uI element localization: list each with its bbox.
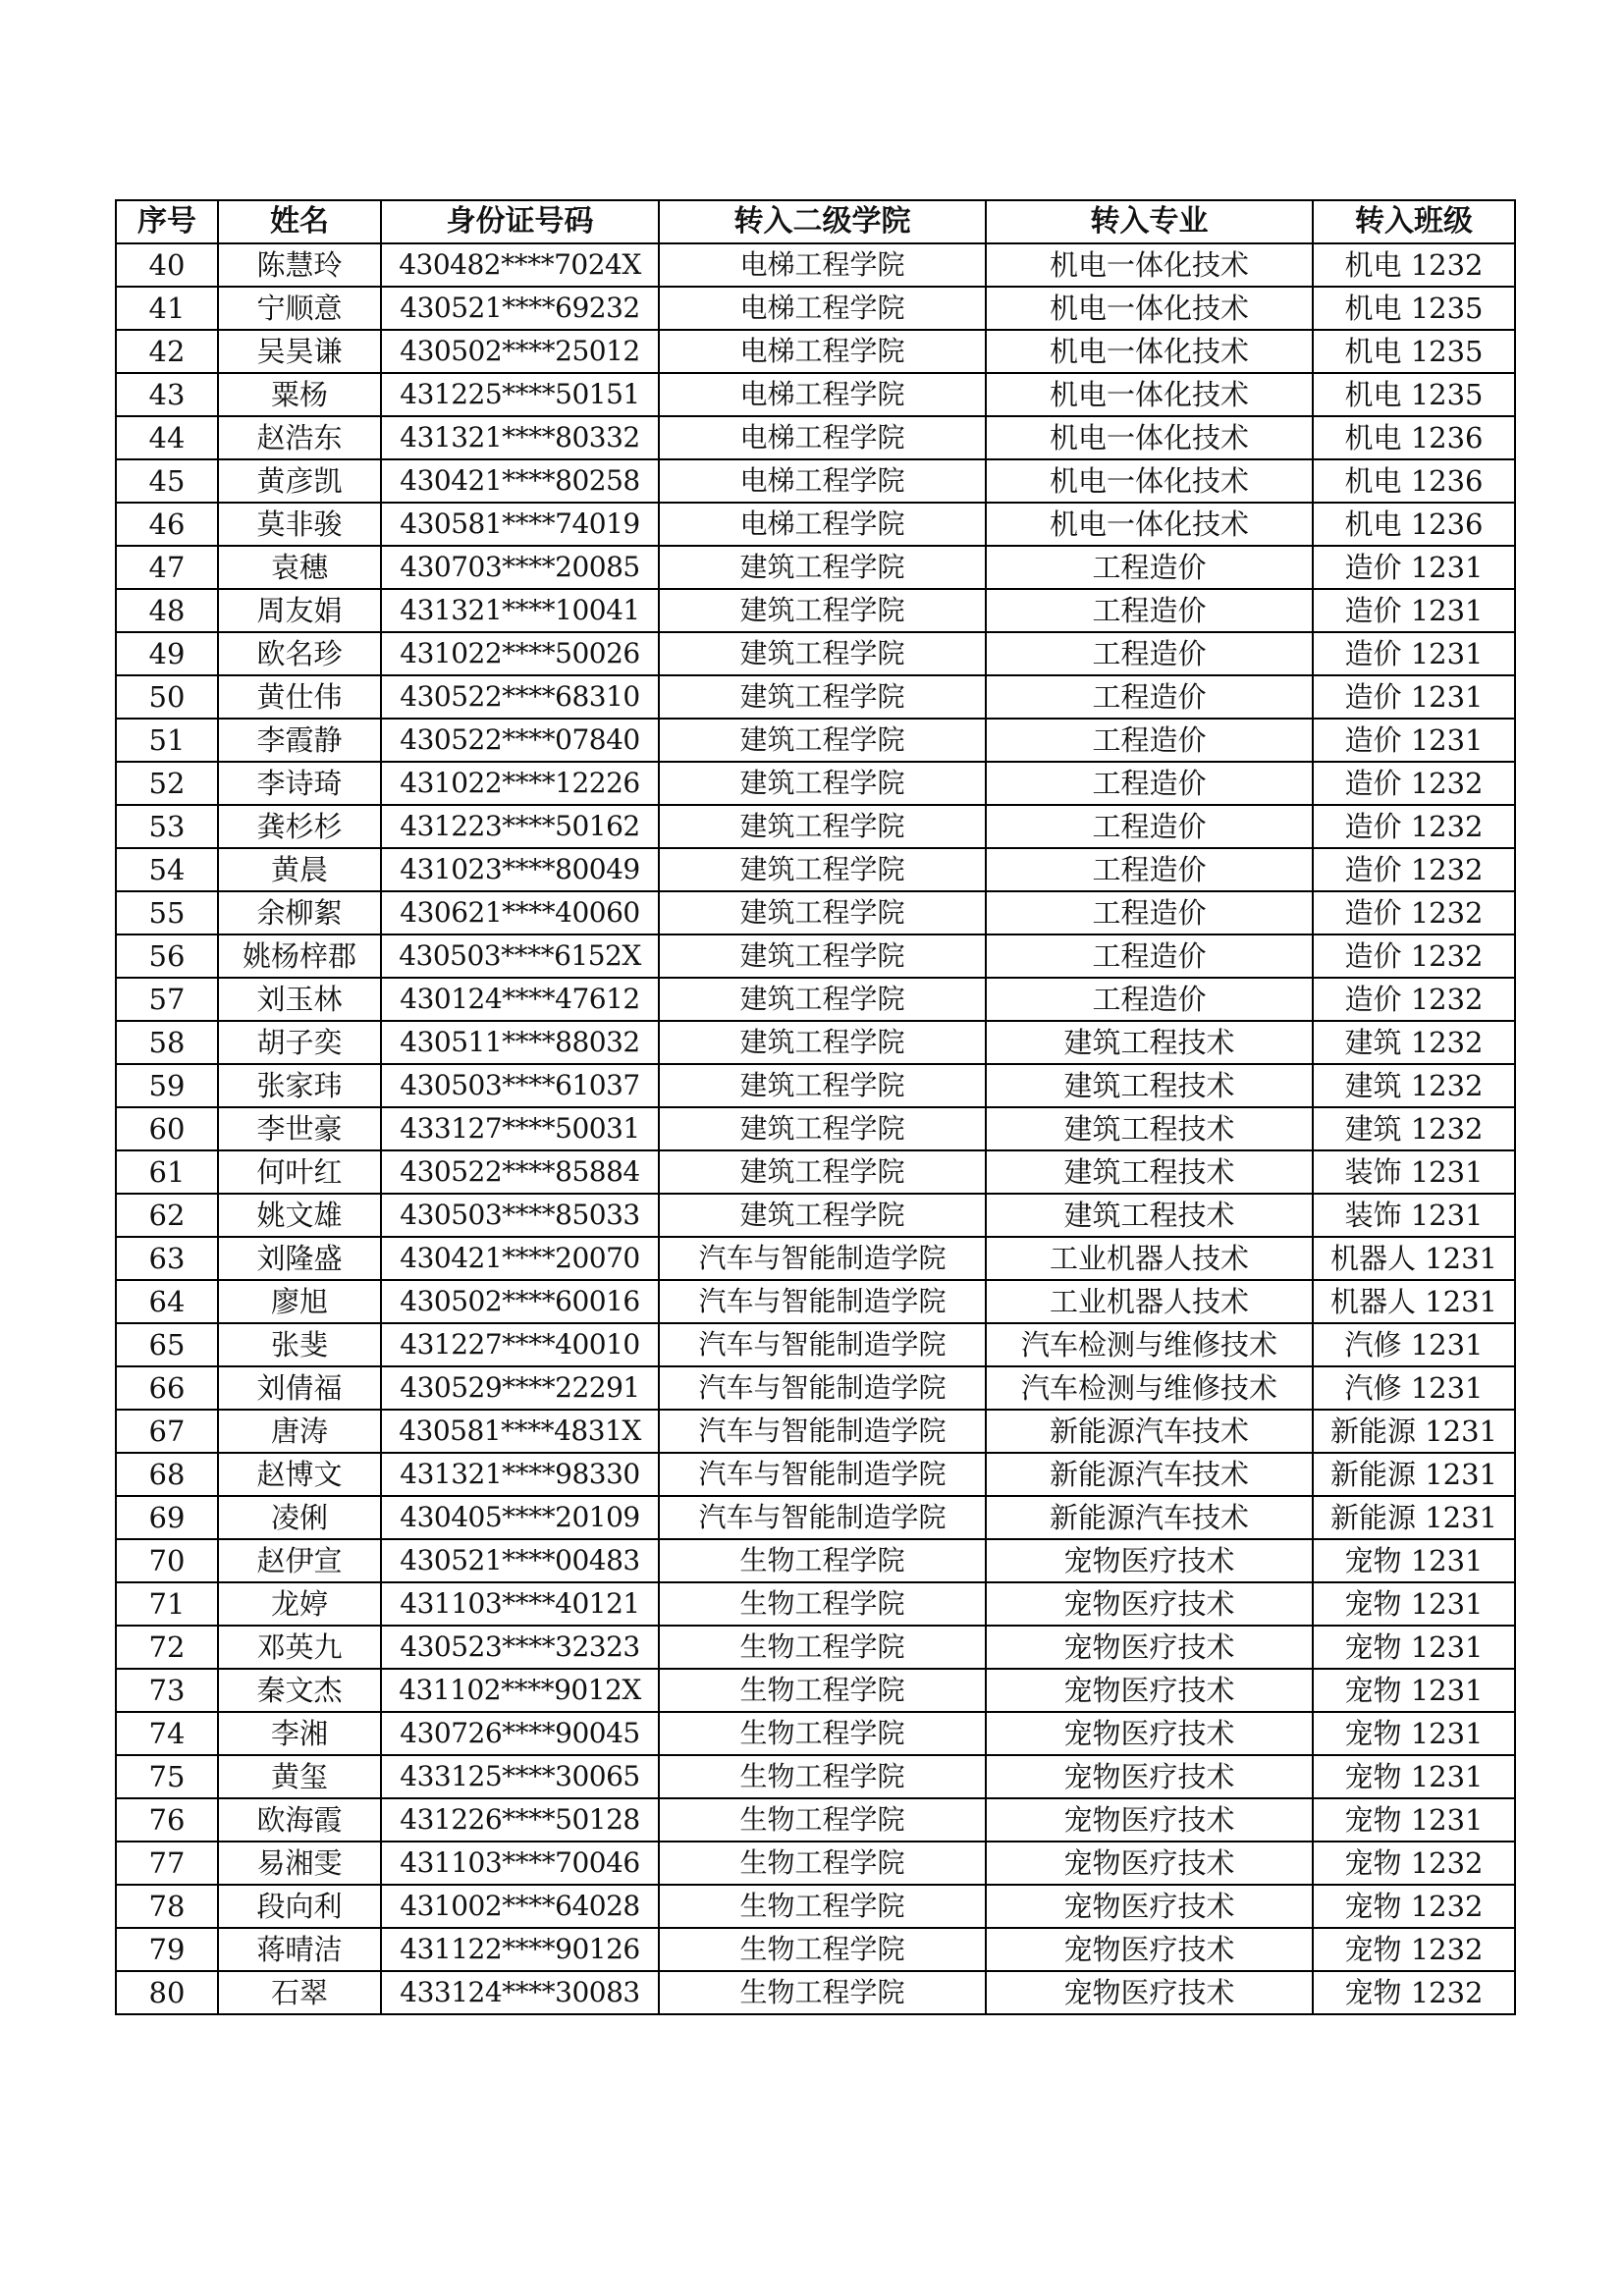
cell-class: 造价 1232	[1313, 934, 1515, 978]
cell-college: 生物工程学院	[659, 1885, 986, 1928]
cell-college: 生物工程学院	[659, 1842, 986, 1885]
cell-index: 49	[116, 632, 218, 675]
table-row	[116, 1496, 1515, 1539]
cell-name: 龚杉杉	[218, 805, 381, 848]
cell-id-number: 431022****12226	[381, 762, 659, 805]
cell-name: 袁穗	[218, 546, 381, 589]
table-row	[116, 287, 1515, 330]
cell-class: 新能源 1231	[1313, 1453, 1515, 1496]
cell-major: 机电一体化技术	[986, 416, 1313, 459]
cell-college: 建筑工程学院	[659, 1064, 986, 1107]
cell-id-number: 430726****90045	[381, 1712, 659, 1755]
cell-id-number: 433127****50031	[381, 1107, 659, 1150]
table-row	[116, 934, 1515, 978]
cell-index: 50	[116, 675, 218, 719]
cell-name: 易湘雯	[218, 1842, 381, 1885]
table-row	[116, 891, 1515, 934]
cell-college: 建筑工程学院	[659, 1107, 986, 1150]
cell-major: 机电一体化技术	[986, 373, 1313, 416]
cell-id-number: 430482****7024X	[381, 243, 659, 287]
cell-class: 造价 1232	[1313, 891, 1515, 934]
cell-name: 欧名珍	[218, 632, 381, 675]
cell-name: 邓英九	[218, 1626, 381, 1669]
cell-college: 建筑工程学院	[659, 589, 986, 632]
cell-name: 李湘	[218, 1712, 381, 1755]
cell-college: 电梯工程学院	[659, 330, 986, 373]
cell-name: 赵博文	[218, 1453, 381, 1496]
cell-name: 胡子奕	[218, 1021, 381, 1064]
cell-class: 宠物 1231	[1313, 1798, 1515, 1842]
cell-major: 工业机器人技术	[986, 1280, 1313, 1323]
cell-college: 建筑工程学院	[659, 978, 986, 1021]
cell-college: 建筑工程学院	[659, 805, 986, 848]
cell-id-number: 431002****64028	[381, 1885, 659, 1928]
cell-name: 姚文雄	[218, 1194, 381, 1237]
cell-college: 生物工程学院	[659, 1755, 986, 1798]
cell-id-number: 430421****20070	[381, 1237, 659, 1280]
cell-name: 段向利	[218, 1885, 381, 1928]
transfer-student-table	[115, 199, 1516, 2015]
cell-index: 64	[116, 1280, 218, 1323]
cell-college: 建筑工程学院	[659, 891, 986, 934]
cell-id-number: 430405****20109	[381, 1496, 659, 1539]
cell-class: 宠物 1232	[1313, 1885, 1515, 1928]
cell-college: 生物工程学院	[659, 1971, 986, 2014]
cell-name: 李世豪	[218, 1107, 381, 1150]
table-row	[116, 1928, 1515, 1971]
cell-id-number: 431225****50151	[381, 373, 659, 416]
cell-major: 建筑工程技术	[986, 1194, 1313, 1237]
cell-major: 工程造价	[986, 978, 1313, 1021]
cell-name: 李诗琦	[218, 762, 381, 805]
cell-major: 工程造价	[986, 719, 1313, 762]
cell-major: 宠物医疗技术	[986, 1842, 1313, 1885]
cell-name: 宁顺意	[218, 287, 381, 330]
cell-id-number: 431321****80332	[381, 416, 659, 459]
cell-name: 廖旭	[218, 1280, 381, 1323]
cell-id-number: 431023****80049	[381, 848, 659, 891]
cell-major: 工业机器人技术	[986, 1237, 1313, 1280]
cell-index: 66	[116, 1366, 218, 1410]
cell-class: 造价 1232	[1313, 848, 1515, 891]
cell-major: 机电一体化技术	[986, 503, 1313, 546]
table-body	[116, 243, 1515, 2014]
cell-major: 机电一体化技术	[986, 330, 1313, 373]
cell-college: 汽车与智能制造学院	[659, 1453, 986, 1496]
cell-name: 张斐	[218, 1323, 381, 1366]
cell-id-number: 430522****85884	[381, 1150, 659, 1194]
cell-name: 刘倩福	[218, 1366, 381, 1410]
cell-class: 机器人 1231	[1313, 1237, 1515, 1280]
cell-name: 石翠	[218, 1971, 381, 2014]
cell-name: 黄彦凯	[218, 459, 381, 503]
cell-major: 新能源汽车技术	[986, 1410, 1313, 1453]
table-row	[116, 1194, 1515, 1237]
cell-major: 宠物医疗技术	[986, 1798, 1313, 1842]
table-row	[116, 503, 1515, 546]
cell-name: 余柳絮	[218, 891, 381, 934]
cell-major: 宠物医疗技术	[986, 1669, 1313, 1712]
cell-name: 刘玉林	[218, 978, 381, 1021]
cell-name: 粟杨	[218, 373, 381, 416]
cell-class: 机电 1236	[1313, 459, 1515, 503]
cell-class: 宠物 1231	[1313, 1582, 1515, 1626]
cell-college: 汽车与智能制造学院	[659, 1496, 986, 1539]
table-row	[116, 675, 1515, 719]
cell-id-number: 431103****70046	[381, 1842, 659, 1885]
header-major: 转入专业	[986, 200, 1313, 243]
cell-name: 黄仕伟	[218, 675, 381, 719]
cell-college: 生物工程学院	[659, 1712, 986, 1755]
cell-class: 造价 1231	[1313, 632, 1515, 675]
cell-id-number: 430581****74019	[381, 503, 659, 546]
cell-major: 宠物医疗技术	[986, 1582, 1313, 1626]
cell-index: 70	[116, 1539, 218, 1582]
cell-id-number: 431022****50026	[381, 632, 659, 675]
cell-major: 机电一体化技术	[986, 459, 1313, 503]
cell-college: 建筑工程学院	[659, 1021, 986, 1064]
cell-college: 建筑工程学院	[659, 848, 986, 891]
table-row	[116, 1712, 1515, 1755]
table-row	[116, 1323, 1515, 1366]
cell-name: 赵伊宣	[218, 1539, 381, 1582]
cell-id-number: 430522****07840	[381, 719, 659, 762]
cell-id-number: 431122****90126	[381, 1928, 659, 1971]
cell-index: 46	[116, 503, 218, 546]
cell-major: 建筑工程技术	[986, 1064, 1313, 1107]
cell-class: 造价 1232	[1313, 762, 1515, 805]
cell-college: 建筑工程学院	[659, 1150, 986, 1194]
cell-college: 汽车与智能制造学院	[659, 1410, 986, 1453]
cell-name: 莫非骏	[218, 503, 381, 546]
cell-id-number: 430502****25012	[381, 330, 659, 373]
cell-class: 机电 1232	[1313, 243, 1515, 287]
cell-index: 55	[116, 891, 218, 934]
cell-id-number: 433125****30065	[381, 1755, 659, 1798]
cell-major: 工程造价	[986, 762, 1313, 805]
cell-index: 59	[116, 1064, 218, 1107]
cell-index: 44	[116, 416, 218, 459]
cell-id-number: 430421****80258	[381, 459, 659, 503]
cell-index: 74	[116, 1712, 218, 1755]
cell-college: 汽车与智能制造学院	[659, 1366, 986, 1410]
cell-class: 建筑 1232	[1313, 1107, 1515, 1150]
cell-index: 62	[116, 1194, 218, 1237]
cell-class: 新能源 1231	[1313, 1410, 1515, 1453]
cell-major: 工程造价	[986, 805, 1313, 848]
cell-name: 姚杨梓郡	[218, 934, 381, 978]
cell-index: 56	[116, 934, 218, 978]
table-row	[116, 632, 1515, 675]
cell-id-number: 430503****85033	[381, 1194, 659, 1237]
cell-major: 工程造价	[986, 546, 1313, 589]
table-row	[116, 1064, 1515, 1107]
table-row	[116, 1971, 1515, 2014]
table-row	[116, 805, 1515, 848]
table-row	[116, 1755, 1515, 1798]
cell-index: 65	[116, 1323, 218, 1366]
cell-major: 宠物医疗技术	[986, 1626, 1313, 1669]
cell-major: 汽车检测与维修技术	[986, 1323, 1313, 1366]
cell-major: 建筑工程技术	[986, 1107, 1313, 1150]
cell-name: 周友娟	[218, 589, 381, 632]
cell-id-number: 431103****40121	[381, 1582, 659, 1626]
cell-college: 建筑工程学院	[659, 675, 986, 719]
cell-class: 宠物 1231	[1313, 1539, 1515, 1582]
header-id-number: 身份证号码	[381, 200, 659, 243]
cell-class: 宠物 1232	[1313, 1971, 1515, 2014]
table-row	[116, 848, 1515, 891]
cell-major: 汽车检测与维修技术	[986, 1366, 1313, 1410]
cell-major: 工程造价	[986, 589, 1313, 632]
cell-index: 71	[116, 1582, 218, 1626]
cell-id-number: 430511****88032	[381, 1021, 659, 1064]
table-row	[116, 546, 1515, 589]
cell-class: 新能源 1231	[1313, 1496, 1515, 1539]
cell-id-number: 430581****4831X	[381, 1410, 659, 1453]
cell-college: 电梯工程学院	[659, 287, 986, 330]
cell-class: 建筑 1232	[1313, 1021, 1515, 1064]
table-row	[116, 1669, 1515, 1712]
cell-class: 机电 1236	[1313, 503, 1515, 546]
cell-name: 李霞静	[218, 719, 381, 762]
table-row	[116, 1626, 1515, 1669]
cell-college: 建筑工程学院	[659, 546, 986, 589]
cell-index: 78	[116, 1885, 218, 1928]
cell-name: 唐涛	[218, 1410, 381, 1453]
cell-index: 42	[116, 330, 218, 373]
cell-class: 造价 1232	[1313, 805, 1515, 848]
cell-index: 48	[116, 589, 218, 632]
cell-major: 宠物医疗技术	[986, 1755, 1313, 1798]
cell-class: 机电 1236	[1313, 416, 1515, 459]
cell-class: 造价 1231	[1313, 675, 1515, 719]
cell-college: 电梯工程学院	[659, 416, 986, 459]
cell-college: 建筑工程学院	[659, 762, 986, 805]
cell-id-number: 431223****50162	[381, 805, 659, 848]
table-row	[116, 719, 1515, 762]
cell-class: 造价 1231	[1313, 546, 1515, 589]
table-row	[116, 762, 1515, 805]
cell-index: 80	[116, 1971, 218, 2014]
cell-college: 电梯工程学院	[659, 459, 986, 503]
table-row	[116, 589, 1515, 632]
table-row	[116, 1280, 1515, 1323]
cell-major: 新能源汽车技术	[986, 1453, 1313, 1496]
cell-class: 汽修 1231	[1313, 1366, 1515, 1410]
cell-class: 机电 1235	[1313, 287, 1515, 330]
cell-index: 69	[116, 1496, 218, 1539]
cell-college: 生物工程学院	[659, 1626, 986, 1669]
table-row	[116, 1237, 1515, 1280]
table-row	[116, 978, 1515, 1021]
cell-college: 汽车与智能制造学院	[659, 1323, 986, 1366]
cell-id-number: 430523****32323	[381, 1626, 659, 1669]
cell-class: 建筑 1232	[1313, 1064, 1515, 1107]
cell-name: 凌俐	[218, 1496, 381, 1539]
cell-id-number: 430124****47612	[381, 978, 659, 1021]
cell-index: 76	[116, 1798, 218, 1842]
cell-index: 73	[116, 1669, 218, 1712]
cell-id-number: 431102****9012X	[381, 1669, 659, 1712]
table-row	[116, 1150, 1515, 1194]
cell-college: 建筑工程学院	[659, 934, 986, 978]
cell-class: 造价 1232	[1313, 978, 1515, 1021]
cell-index: 67	[116, 1410, 218, 1453]
cell-class: 宠物 1231	[1313, 1626, 1515, 1669]
cell-major: 工程造价	[986, 891, 1313, 934]
cell-index: 40	[116, 243, 218, 287]
cell-college: 生物工程学院	[659, 1582, 986, 1626]
cell-college: 汽车与智能制造学院	[659, 1237, 986, 1280]
cell-index: 75	[116, 1755, 218, 1798]
table-row	[116, 243, 1515, 287]
cell-major: 新能源汽车技术	[986, 1496, 1313, 1539]
cell-index: 58	[116, 1021, 218, 1064]
cell-class: 装饰 1231	[1313, 1194, 1515, 1237]
cell-index: 47	[116, 546, 218, 589]
cell-college: 生物工程学院	[659, 1669, 986, 1712]
table-row	[116, 1539, 1515, 1582]
cell-major: 建筑工程技术	[986, 1150, 1313, 1194]
cell-major: 宠物医疗技术	[986, 1712, 1313, 1755]
table-row	[116, 1366, 1515, 1410]
table-row	[116, 1410, 1515, 1453]
cell-name: 秦文杰	[218, 1669, 381, 1712]
cell-name: 欧海霞	[218, 1798, 381, 1842]
cell-class: 机电 1235	[1313, 373, 1515, 416]
cell-class: 宠物 1231	[1313, 1755, 1515, 1798]
cell-college: 电梯工程学院	[659, 243, 986, 287]
header-class: 转入班级	[1313, 200, 1515, 243]
cell-id-number: 430521****00483	[381, 1539, 659, 1582]
cell-college: 建筑工程学院	[659, 1194, 986, 1237]
cell-name: 赵浩东	[218, 416, 381, 459]
cell-id-number: 430502****60016	[381, 1280, 659, 1323]
cell-major: 工程造价	[986, 934, 1313, 978]
cell-class: 造价 1231	[1313, 719, 1515, 762]
header-name: 姓名	[218, 200, 381, 243]
cell-major: 宠物医疗技术	[986, 1539, 1313, 1582]
cell-major: 工程造价	[986, 848, 1313, 891]
cell-college: 电梯工程学院	[659, 503, 986, 546]
cell-id-number: 430621****40060	[381, 891, 659, 934]
table-row	[116, 1798, 1515, 1842]
cell-index: 41	[116, 287, 218, 330]
cell-index: 53	[116, 805, 218, 848]
table-row	[116, 459, 1515, 503]
cell-college: 电梯工程学院	[659, 373, 986, 416]
table-row	[116, 1842, 1515, 1885]
cell-index: 79	[116, 1928, 218, 1971]
cell-name: 黄玺	[218, 1755, 381, 1798]
table-row	[116, 1021, 1515, 1064]
cell-index: 68	[116, 1453, 218, 1496]
cell-name: 陈慧玲	[218, 243, 381, 287]
table-row	[116, 416, 1515, 459]
cell-college: 汽车与智能制造学院	[659, 1280, 986, 1323]
cell-index: 61	[116, 1150, 218, 1194]
cell-name: 何叶红	[218, 1150, 381, 1194]
cell-index: 60	[116, 1107, 218, 1150]
cell-index: 77	[116, 1842, 218, 1885]
cell-name: 黄晨	[218, 848, 381, 891]
table-row	[116, 1453, 1515, 1496]
cell-class: 汽修 1231	[1313, 1323, 1515, 1366]
cell-class: 宠物 1232	[1313, 1842, 1515, 1885]
cell-index: 63	[116, 1237, 218, 1280]
cell-id-number: 430503****6152X	[381, 934, 659, 978]
cell-name: 蒋晴洁	[218, 1928, 381, 1971]
cell-major: 宠物医疗技术	[986, 1971, 1313, 2014]
cell-class: 机电 1235	[1313, 330, 1515, 373]
cell-id-number: 430522****68310	[381, 675, 659, 719]
cell-major: 机电一体化技术	[986, 243, 1313, 287]
cell-major: 宠物医疗技术	[986, 1885, 1313, 1928]
cell-index: 45	[116, 459, 218, 503]
cell-name: 吴昊谦	[218, 330, 381, 373]
cell-class: 机器人 1231	[1313, 1280, 1515, 1323]
table-row	[116, 1885, 1515, 1928]
table-header-row	[116, 200, 1515, 243]
cell-college: 建筑工程学院	[659, 632, 986, 675]
cell-major: 宠物医疗技术	[986, 1928, 1313, 1971]
cell-id-number: 430703****20085	[381, 546, 659, 589]
cell-major: 工程造价	[986, 632, 1313, 675]
cell-index: 51	[116, 719, 218, 762]
cell-college: 生物工程学院	[659, 1539, 986, 1582]
header-college: 转入二级学院	[659, 200, 986, 243]
cell-index: 43	[116, 373, 218, 416]
cell-college: 生物工程学院	[659, 1798, 986, 1842]
cell-id-number: 430529****22291	[381, 1366, 659, 1410]
cell-index: 52	[116, 762, 218, 805]
table-row	[116, 330, 1515, 373]
cell-id-number: 431321****10041	[381, 589, 659, 632]
table-row	[116, 1107, 1515, 1150]
cell-id-number: 433124****30083	[381, 1971, 659, 2014]
cell-class: 宠物 1231	[1313, 1669, 1515, 1712]
cell-id-number: 431321****98330	[381, 1453, 659, 1496]
cell-id-number: 431227****40010	[381, 1323, 659, 1366]
cell-id-number: 430503****61037	[381, 1064, 659, 1107]
table-row	[116, 373, 1515, 416]
cell-class: 装饰 1231	[1313, 1150, 1515, 1194]
cell-class: 造价 1231	[1313, 589, 1515, 632]
cell-id-number: 431226****50128	[381, 1798, 659, 1842]
cell-name: 张家玮	[218, 1064, 381, 1107]
cell-major: 工程造价	[986, 675, 1313, 719]
document-page	[115, 199, 1516, 2015]
cell-index: 72	[116, 1626, 218, 1669]
cell-name: 刘隆盛	[218, 1237, 381, 1280]
cell-college: 建筑工程学院	[659, 719, 986, 762]
cell-name: 龙婷	[218, 1582, 381, 1626]
cell-index: 57	[116, 978, 218, 1021]
table-row	[116, 1582, 1515, 1626]
cell-id-number: 430521****69232	[381, 287, 659, 330]
cell-class: 宠物 1232	[1313, 1928, 1515, 1971]
cell-class: 宠物 1231	[1313, 1712, 1515, 1755]
header-index: 序号	[116, 200, 218, 243]
cell-major: 机电一体化技术	[986, 287, 1313, 330]
cell-college: 生物工程学院	[659, 1928, 986, 1971]
cell-index: 54	[116, 848, 218, 891]
cell-major: 建筑工程技术	[986, 1021, 1313, 1064]
